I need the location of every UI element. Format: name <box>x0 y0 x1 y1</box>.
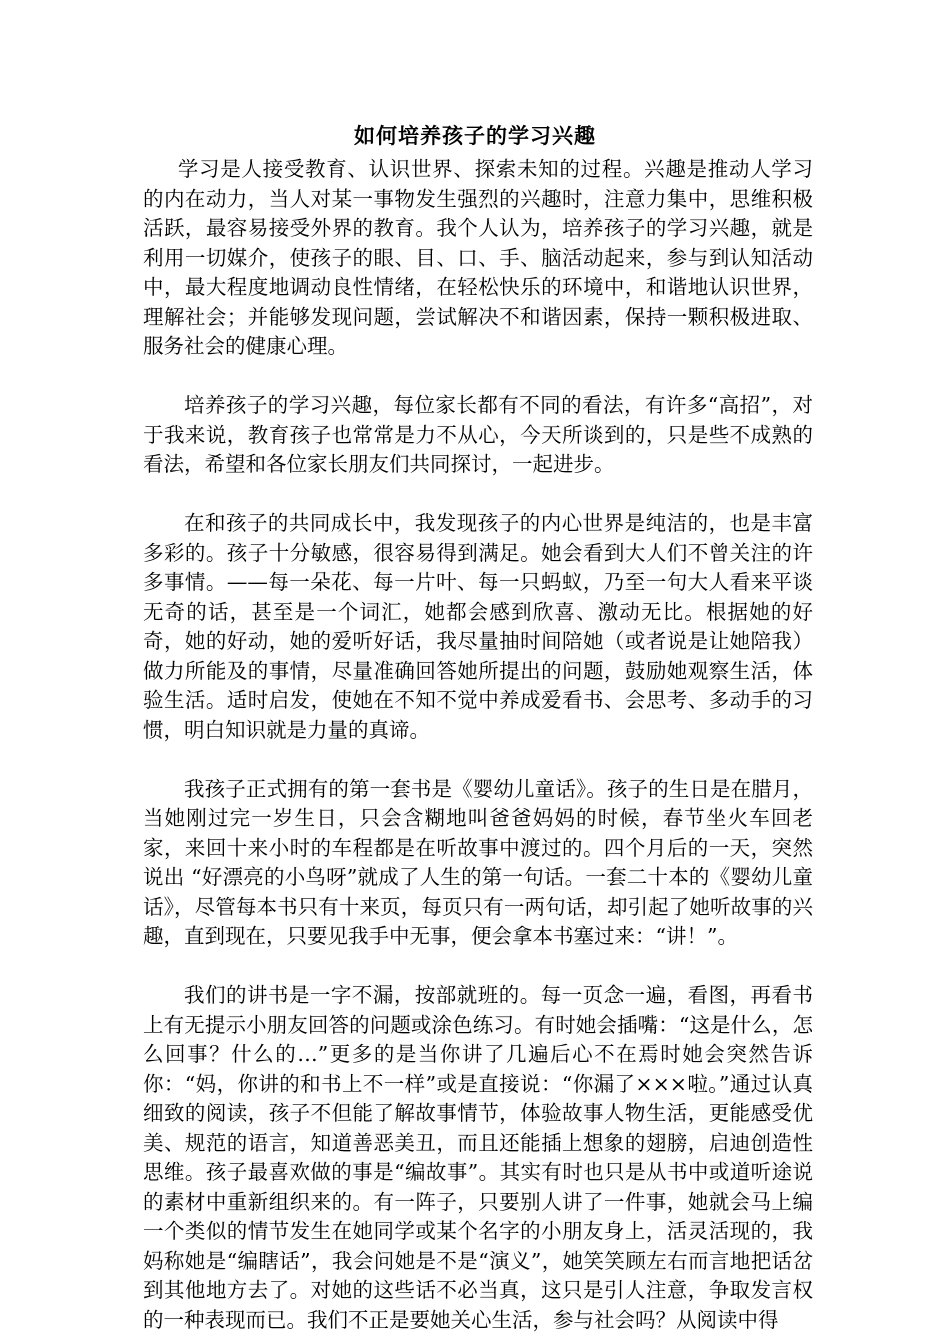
paragraph-4: 我孩子正式拥有的第一套书是《婴幼儿童话》。孩子的生日是在腊月，当她刚过完一岁生日，只会含糊地叫爸爸妈妈的时候，春节坐火车回老家，来回十来小时的车程都是在听故事中渡过的。四个月后的一天，突然说出 “好漂亮的小鸟呀”就成了人生的第一句话。一套二十本的《婴幼儿童话》，尽管每本书只有十来页，每页只有一两句话，却引起了她听故事的兴趣，直到现在，只要见我手中无事，便会拿本书塞过来：“讲！”。 <box>143 776 813 948</box>
document-title: 如何培养孩子的学习兴趣 <box>354 123 596 148</box>
paragraph-5: 我们的讲书是一字不漏，按部就班的。每一页念一遍，看图，再看书上有无提示小朋友回答的问题或涂色练习。有时她会插嘴：“这是什么，怎么回事？什么的…”更多的是当你讲了几遍后心不在焉时她会突然告诉你：“妈，你讲的和书上不一样”或是直接说：“你漏了×××啦。”通过认真细致的阅读，孩子不但能了解故事情节，体验故事人物生活，更能感受优美、规范的语言，知道善恶美丑，而且还能插上想象的翅膀，启迪创造性思维。孩子最喜欢做的事是“编故事”。其实有时也只是从书中或道听途说的素材中重新组织来的。有一阵子，只要别人讲了一件事，她就会马上编一个类似的情节发生在她同学或某个名字的小朋友身上，活灵活现的，我妈称她是“编瞎话”，我会问她是不是“演义”，她笑笑顾左右而言地把话岔到其他地方去了。对她的这些话不必当真，这只是引人注意，争取发言权的一种表现而已。我们不正是要她关心生活，参与社会吗？从阅读中得 <box>143 983 813 1332</box>
paragraph-2: 培养孩子的学习兴趣，每位家长都有不同的看法，有许多“高招”，对于我来说，教育孩子也常常是力不从心，今天所谈到的，只是些不成熟的看法，希望和各位家长朋友们共同探讨，一起进步。 <box>143 393 813 476</box>
paragraph-3: 在和孩子的共同成长中，我发现孩子的内心世界是纯洁的，也是丰富多彩的。孩子十分敏感，很容易得到满足。她会看到大人们不曾关注的许多事情。——每一朵花、每一片叶、每一只蚂蚁，乃至一句大人看来平谈无奇的话，甚至是一个词汇，她都会感到欣喜、激动无比。根据她的好奇，她的好动，她的爱听好话，我尽量抽时间陪她（或者说是让她陪我）做力所能及的事情，尽量准确回答她所提出的问题，鼓励她观察生活，体验生活。适时启发，使她在不知不觉中养成爱看书、会思考、多动手的习惯，明白知识就是力量的真谛。 <box>143 511 813 742</box>
document-body <box>143 155 813 1335</box>
paragraph-1: 学习是人接受教育、认识世界、探索未知的过程。兴趣是推动人学习的内在动力，当人对某一事物发生强烈的兴趣时，注意力集中，思维积极活跃，最容易接受外界的教育。我个人认为，培养孩子的学习兴趣，就是利用一切媒介，使孩子的眼、目、口、手、脑活动起来，参与到认知活动中，最大程度地调动良性情绪，在轻松快乐的环境中，和谐地认识世界，理解社会；并能够发现问题，尝试解决不和谐因素，保持一颗积极进取、服务社会的健康心理。 <box>143 157 813 358</box>
